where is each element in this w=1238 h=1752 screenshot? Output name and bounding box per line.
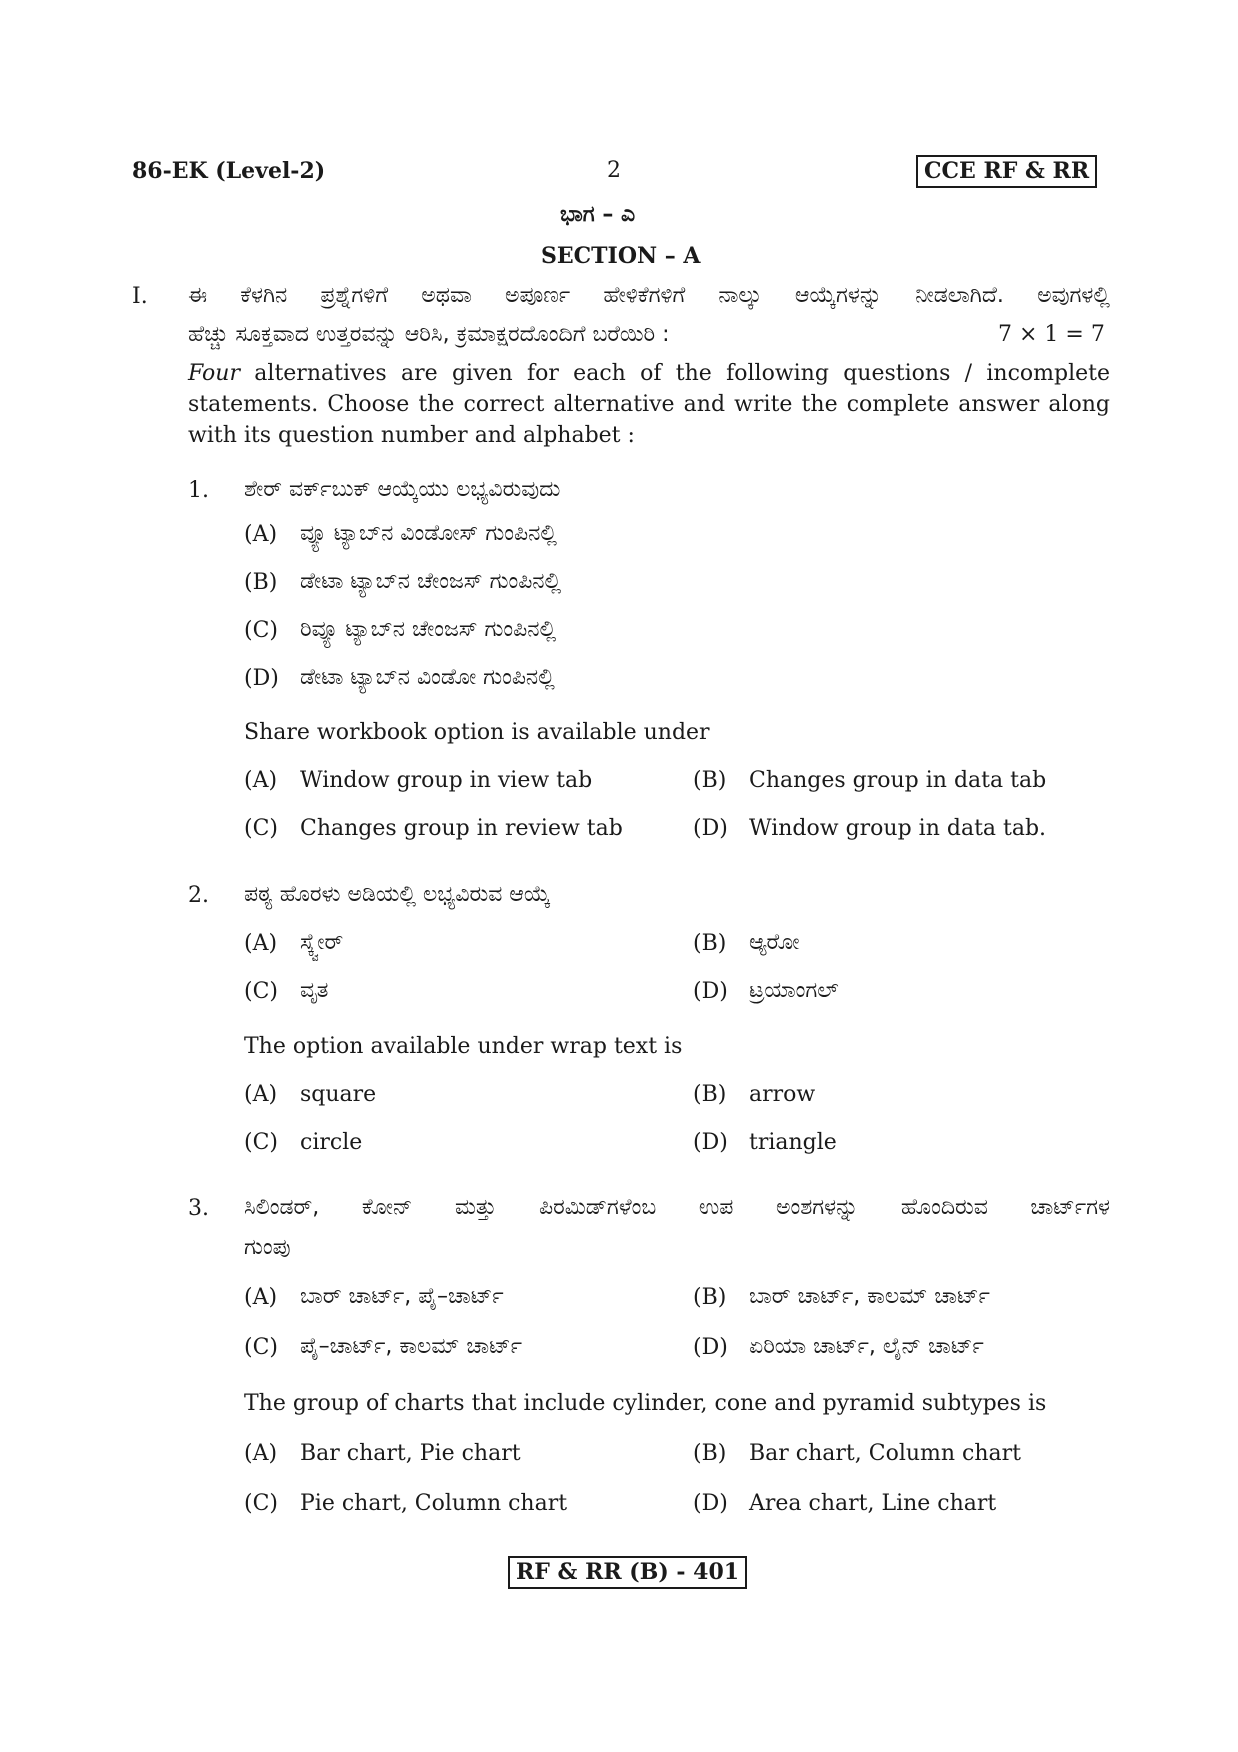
option-text-kannada: ಟ್ರಯಾಂಗಲ್ — [749, 978, 839, 1003]
option-text-kannada: ಏರಿಯಾ ಚಾರ್ಟ್, ಲೈನ್ ಚಾರ್ಟ್ — [749, 1334, 984, 1359]
option-text-kannada: ಸ್ಕ್ವೇರ್ — [300, 930, 344, 955]
option-text-kannada: ಆ್ಯರೋ — [749, 930, 800, 955]
question-stem-kannada-line2: ಗುಂಪು — [244, 1235, 291, 1260]
option-label: (D) — [693, 1491, 728, 1516]
option-label: (D) — [693, 1335, 728, 1360]
option-text-english: triangle — [749, 1130, 837, 1155]
instruction-marks: 7 × 1 = 7 — [998, 322, 1105, 347]
option-text-kannada: ವ್ಯೂ ಟ್ಯಾಬ್‌ನ ವಿಂಡೋಸ್ ಗುಂಪಿನಲ್ಲಿ — [300, 521, 557, 546]
option-text-english: Pie chart, Column chart — [300, 1491, 568, 1516]
question-stem-english: The option available under wrap text is — [244, 1034, 683, 1059]
option-text-kannada: ಪೈ–ಚಾರ್ಟ್, ಕಾಲಮ್ ಚಾರ್ಟ್ — [300, 1334, 523, 1359]
instruction-english-line3: with its question number and alphabet : — [188, 423, 635, 448]
instruction-english-italic: Four — [188, 361, 240, 386]
option-label: (B) — [693, 1285, 727, 1310]
option-text-kannada: ರಿವ್ಯೂ ಟ್ಯಾಬ್‌ನ ಚೇಂಜಸ್ ಗುಂಪಿನಲ್ಲಿ — [300, 617, 557, 642]
option-label: (D) — [244, 666, 279, 691]
instruction-roman-numeral: I. — [132, 284, 148, 309]
option-text-english: Bar chart, Pie chart — [300, 1441, 521, 1466]
option-label: (C) — [244, 1335, 278, 1360]
option-text-english: Bar chart, Column chart — [749, 1441, 1022, 1466]
option-label: (C) — [244, 816, 278, 841]
option-label: (A) — [244, 931, 278, 956]
option-text-english: Area chart, Line chart — [749, 1491, 997, 1516]
option-label: (A) — [244, 1082, 278, 1107]
question-number: 3. — [188, 1196, 209, 1221]
option-label: (B) — [693, 1441, 727, 1466]
option-text-kannada: ವೃತ — [300, 978, 329, 1003]
section-title-english: SECTION – A — [541, 243, 701, 269]
instruction-kannada-line1: ಈ ಕೆಳಗಿನ ಪ್ರಶ್ನೆಗಳಿಗೆ ಅಥವಾ ಅಪೂರ್ಣ ಹೇಳಿಕೆಗಳಿಗೆ ನಾಲ್ಕು ಆಯ್ಕೆಗಳನ್ನು ನೀಡಲಾಗಿದೆ. ಅವುಗಳಲ್ಲಿ — [188, 283, 1110, 308]
option-label: (B) — [244, 570, 278, 595]
option-label: (A) — [244, 1285, 278, 1310]
instruction-kannada-line2: ಹೆಚ್ಚು ಸೂಕ್ತವಾದ ಉತ್ತರವನ್ನು ಆರಿಸಿ, ಕ್ರಮಾಕ್ಷರದೊಂದಿಗೆ ಬರೆಯಿರಿ : — [188, 322, 670, 347]
question-number: 2. — [188, 883, 209, 908]
paper-code: 86-EK (Level-2) — [132, 158, 326, 184]
question-number: 1. — [188, 478, 209, 503]
option-text-english: square — [300, 1082, 377, 1107]
instruction-english-line1 — [188, 361, 1110, 386]
option-text-english: circle — [300, 1130, 363, 1155]
page-number: 2 — [607, 158, 621, 183]
option-text-english: Changes group in data tab — [749, 768, 1047, 793]
option-label: (B) — [693, 931, 727, 956]
option-text-english: Changes group in review tab — [300, 816, 623, 841]
option-text-kannada: ಬಾರ್ ಚಾರ್ಟ್, ಪೈ–ಚಾರ್ಟ್ — [300, 1284, 504, 1309]
board-label: CCE RF & RR — [916, 155, 1097, 188]
question-stem-kannada: ಶೇರ್ ವರ್ಕ್‌ಬುಕ್ ಆಯ್ಕೆಯು ಲಭ್ಯವಿರುವುದು — [244, 477, 561, 502]
option-text-english: Window group in view tab — [300, 768, 593, 793]
option-label: (C) — [244, 618, 278, 643]
question-stem-kannada: ಪಠ್ಯ ಹೊರಳು ಅಡಿಯಲ್ಲಿ ಲಭ್ಯವಿರುವ ಆಯ್ಕೆ — [244, 882, 551, 907]
option-label: (B) — [693, 1082, 727, 1107]
option-text-kannada: ಡೇಟಾ ಟ್ಯಾಬ್‌ನ ವಿಂಡೋ ಗುಂಪಿನಲ್ಲಿ — [300, 665, 555, 690]
option-label: (B) — [693, 768, 727, 793]
instruction-english-line1-text: alternatives are given for each of the following questions / incomplete — [240, 361, 1110, 386]
option-label: (D) — [693, 979, 728, 1004]
instruction-english-line2: statements. Choose the correct alternative and write the complete answer along — [188, 392, 1110, 417]
question-stem-kannada-line1: ಸಿಲಿಂಡರ್, ಕೋನ್ ಮತ್ತು ಪಿರಮಿಡ್‌ಗಳೆಂಬ ಉಪ ಅಂಶಗಳನ್ನು ಹೊಂದಿರುವ ಚಾರ್ಟ್‌ಗಳ — [244, 1195, 1110, 1220]
option-text-english: arrow — [749, 1082, 816, 1107]
footer-code: RF & RR (B) - 401 — [508, 1556, 747, 1589]
option-text-english: Window group in data tab. — [749, 816, 1047, 841]
option-label: (A) — [244, 522, 278, 547]
option-label: (D) — [693, 1130, 728, 1155]
option-label: (A) — [244, 1441, 278, 1466]
option-text-kannada: ಬಾರ್ ಚಾರ್ಟ್, ಕಾಲಮ್ ಚಾರ್ಟ್ — [749, 1284, 990, 1309]
option-text-kannada: ಡೇಟಾ ಟ್ಯಾಬ್‌ನ ಚೇಂಜಸ್ ಗುಂಪಿನಲ್ಲಿ — [300, 569, 562, 594]
option-label: (A) — [244, 768, 278, 793]
section-title-kannada: ಭಾಗ – ಎ — [560, 202, 636, 227]
option-label: (D) — [693, 816, 728, 841]
option-label: (C) — [244, 1491, 278, 1516]
option-label: (C) — [244, 1130, 278, 1155]
option-label: (C) — [244, 979, 278, 1004]
question-stem-english: Share workbook option is available under — [244, 720, 710, 745]
question-stem-english: The group of charts that include cylinder, cone and pyramid subtypes is — [244, 1391, 1047, 1416]
